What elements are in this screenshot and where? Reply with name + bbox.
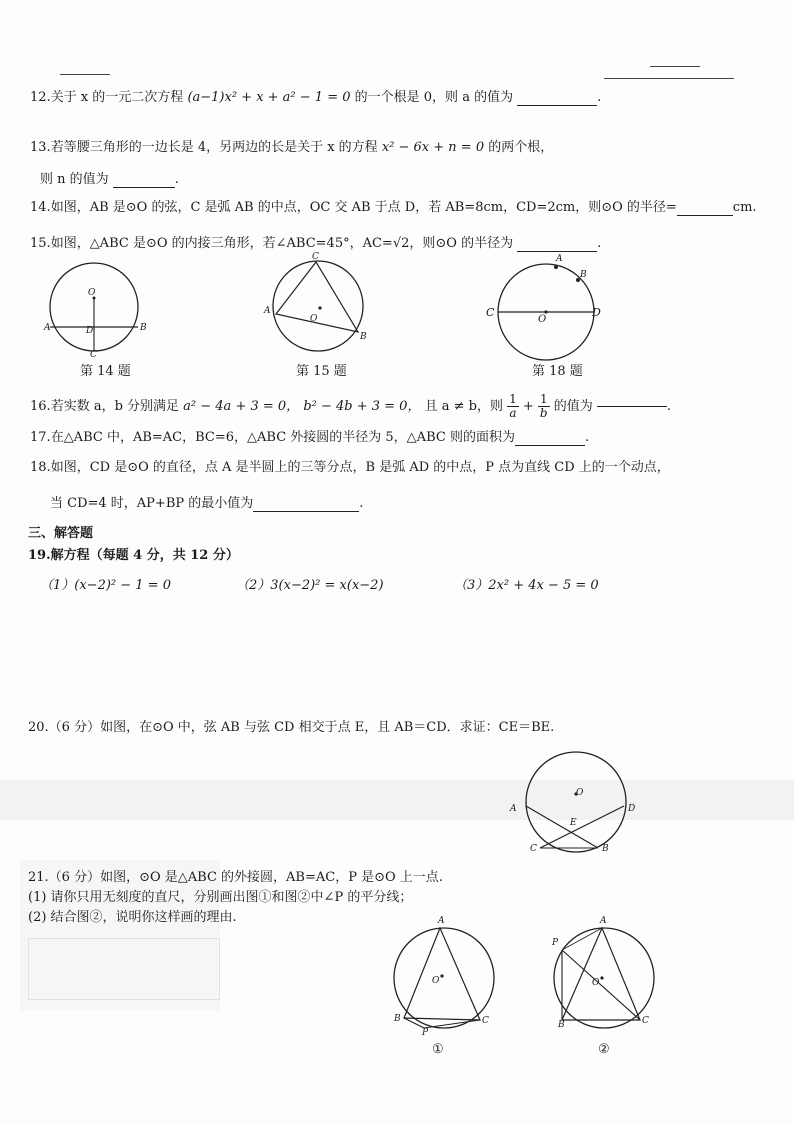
question-18-line2: 当 CD=4 时，AP+BP 的最小值为 . [50, 496, 364, 511]
label-B: B [558, 1020, 565, 1030]
answer-blank[interactable] [677, 215, 733, 216]
figure-21-2 [550, 916, 660, 1034]
label-C: C [530, 844, 537, 854]
label-O: O [432, 976, 440, 986]
label-D: D [86, 326, 94, 336]
label-A: A [438, 916, 445, 926]
label-A: A [44, 323, 51, 333]
label-B: B [394, 1014, 401, 1024]
caption-21-2: ② [598, 1042, 610, 1057]
label-D: D [592, 306, 601, 319]
question-17: 17.在△ABC 中，AB=AC，BC=6，△ABC 外接圆的半径为 5，△ABC 则的面积为 . [30, 430, 590, 445]
label-B: B [360, 332, 367, 342]
equation: (a−1)x² + x + a² − 1 = 0 [187, 90, 351, 105]
equation: x² − 6x + n = 0 [381, 140, 485, 155]
sqrt-two: √2 [392, 236, 410, 251]
question-19-part1: （1）(x−2)² − 1 = 0 [40, 578, 171, 593]
question-14: 14.如图，AB 是⊙O 的弦，C 是弧 AB 的中点，OC 交 AB 于点 D，若 AB=8cm，CD=2cm，则⊙O 的半径= cm. [30, 200, 757, 215]
question-19-part3: （3）2x² + 4x − 5 = 0 [454, 578, 599, 593]
answer-blank[interactable] [515, 445, 585, 446]
question-19-title: 19.解方程（每题 4 分，共 12 分） [28, 548, 239, 563]
question-16: 16.若实数 a，b 分别满足 a² − 4a + 3 = 0， b² − 4b + 3 = 0， 且 a ≠ b，则 $\frac{1}{a}$ + $\frac{1}{b}$ 的值为 . [30, 392, 672, 420]
label-D: D [628, 804, 636, 814]
caption-18: 第 18 题 [532, 364, 583, 379]
figure-20 [510, 754, 638, 858]
label-A: A [264, 306, 271, 316]
answer-blank[interactable] [253, 511, 359, 512]
question-15: 15.如图，△ABC 是⊙O 的内接三角形，若∠ABC=45°，AC=√2，则⊙O 的半径为 . [30, 236, 602, 251]
figure-15 [264, 252, 370, 360]
label-B: B [140, 323, 147, 333]
label-P: P [552, 938, 559, 948]
label-C: C [482, 1016, 489, 1026]
question-13-line2: 则 n 的值为 . [40, 172, 179, 187]
question-18: 18.如图，CD 是⊙O 的直径，点 A 是半圆上的三等分点，B 是弧 AD 的中点，P 点为直线 CD 上的一个动点， [30, 460, 670, 475]
label-O: O [88, 288, 96, 298]
question-21-part1: (1) 请你只用无刻度的直尺，分别画出图①和图②中∠P 的平分线； [28, 890, 413, 905]
label-P: P [422, 1028, 429, 1038]
label-E: E [570, 818, 577, 828]
header-mark [60, 74, 110, 75]
fraction-1-over-a: $\frac{1}{a}$ [509, 392, 517, 420]
label-B: B [580, 270, 587, 280]
scan-smudge [0, 780, 794, 820]
figure-18 [486, 254, 601, 366]
label-O: O [592, 978, 600, 988]
header-rule [604, 78, 734, 79]
answer-blank[interactable] [517, 105, 597, 106]
caption-15: 第 15 题 [296, 364, 347, 379]
header-rule [650, 66, 700, 67]
question-20: 20.（6 分）如图，在⊙O 中，弦 AB 与弦 CD 相交于点 E，且 AB＝CD．求证：CE＝BE. [28, 720, 555, 735]
label-B: B [602, 844, 609, 854]
question-12: 12.关于 x 的一元二次方程 (a−1)x² + x + a² − 1 = 0 的一个根是 0，则 a 的值为 . [30, 90, 602, 105]
figure-14 [44, 262, 154, 366]
question-13: 13.若等腰三角形的一边长是 4，另两边的长是关于 x 的方程 x² − 6x + n = 0 的两个根， [30, 140, 554, 155]
caption-14: 第 14 题 [80, 364, 131, 379]
scan-bleed-frame [28, 938, 220, 1000]
label-A: A [600, 916, 607, 926]
question-21: 21.（6 分）如图，⊙O 是△ABC 的外接圆，AB=AC，P 是⊙O 上一点. [28, 870, 443, 885]
answer-blank[interactable] [597, 406, 667, 407]
figure-21-1 [390, 916, 500, 1038]
answer-blank[interactable] [113, 187, 175, 188]
label-C: C [90, 350, 97, 360]
section-title: 三、解答题 [28, 526, 94, 541]
label-C: C [642, 1016, 649, 1026]
question-21-part2: (2) 结合图②，说明你这样画的理由. [28, 910, 237, 925]
label-O: O [538, 314, 547, 325]
question-19-part2: （2）3(x−2)² = x(x−2) [236, 578, 384, 593]
label-A: A [556, 254, 563, 264]
label-O: O [576, 788, 584, 798]
label-C: C [486, 306, 495, 319]
label-A: A [510, 804, 517, 814]
fraction-1-over-b: $\frac{1}{b}$ [539, 392, 548, 420]
label-O: O [310, 314, 318, 324]
answer-blank[interactable] [517, 251, 597, 252]
caption-21-1: ① [432, 1042, 444, 1057]
label-C: C [312, 252, 319, 262]
